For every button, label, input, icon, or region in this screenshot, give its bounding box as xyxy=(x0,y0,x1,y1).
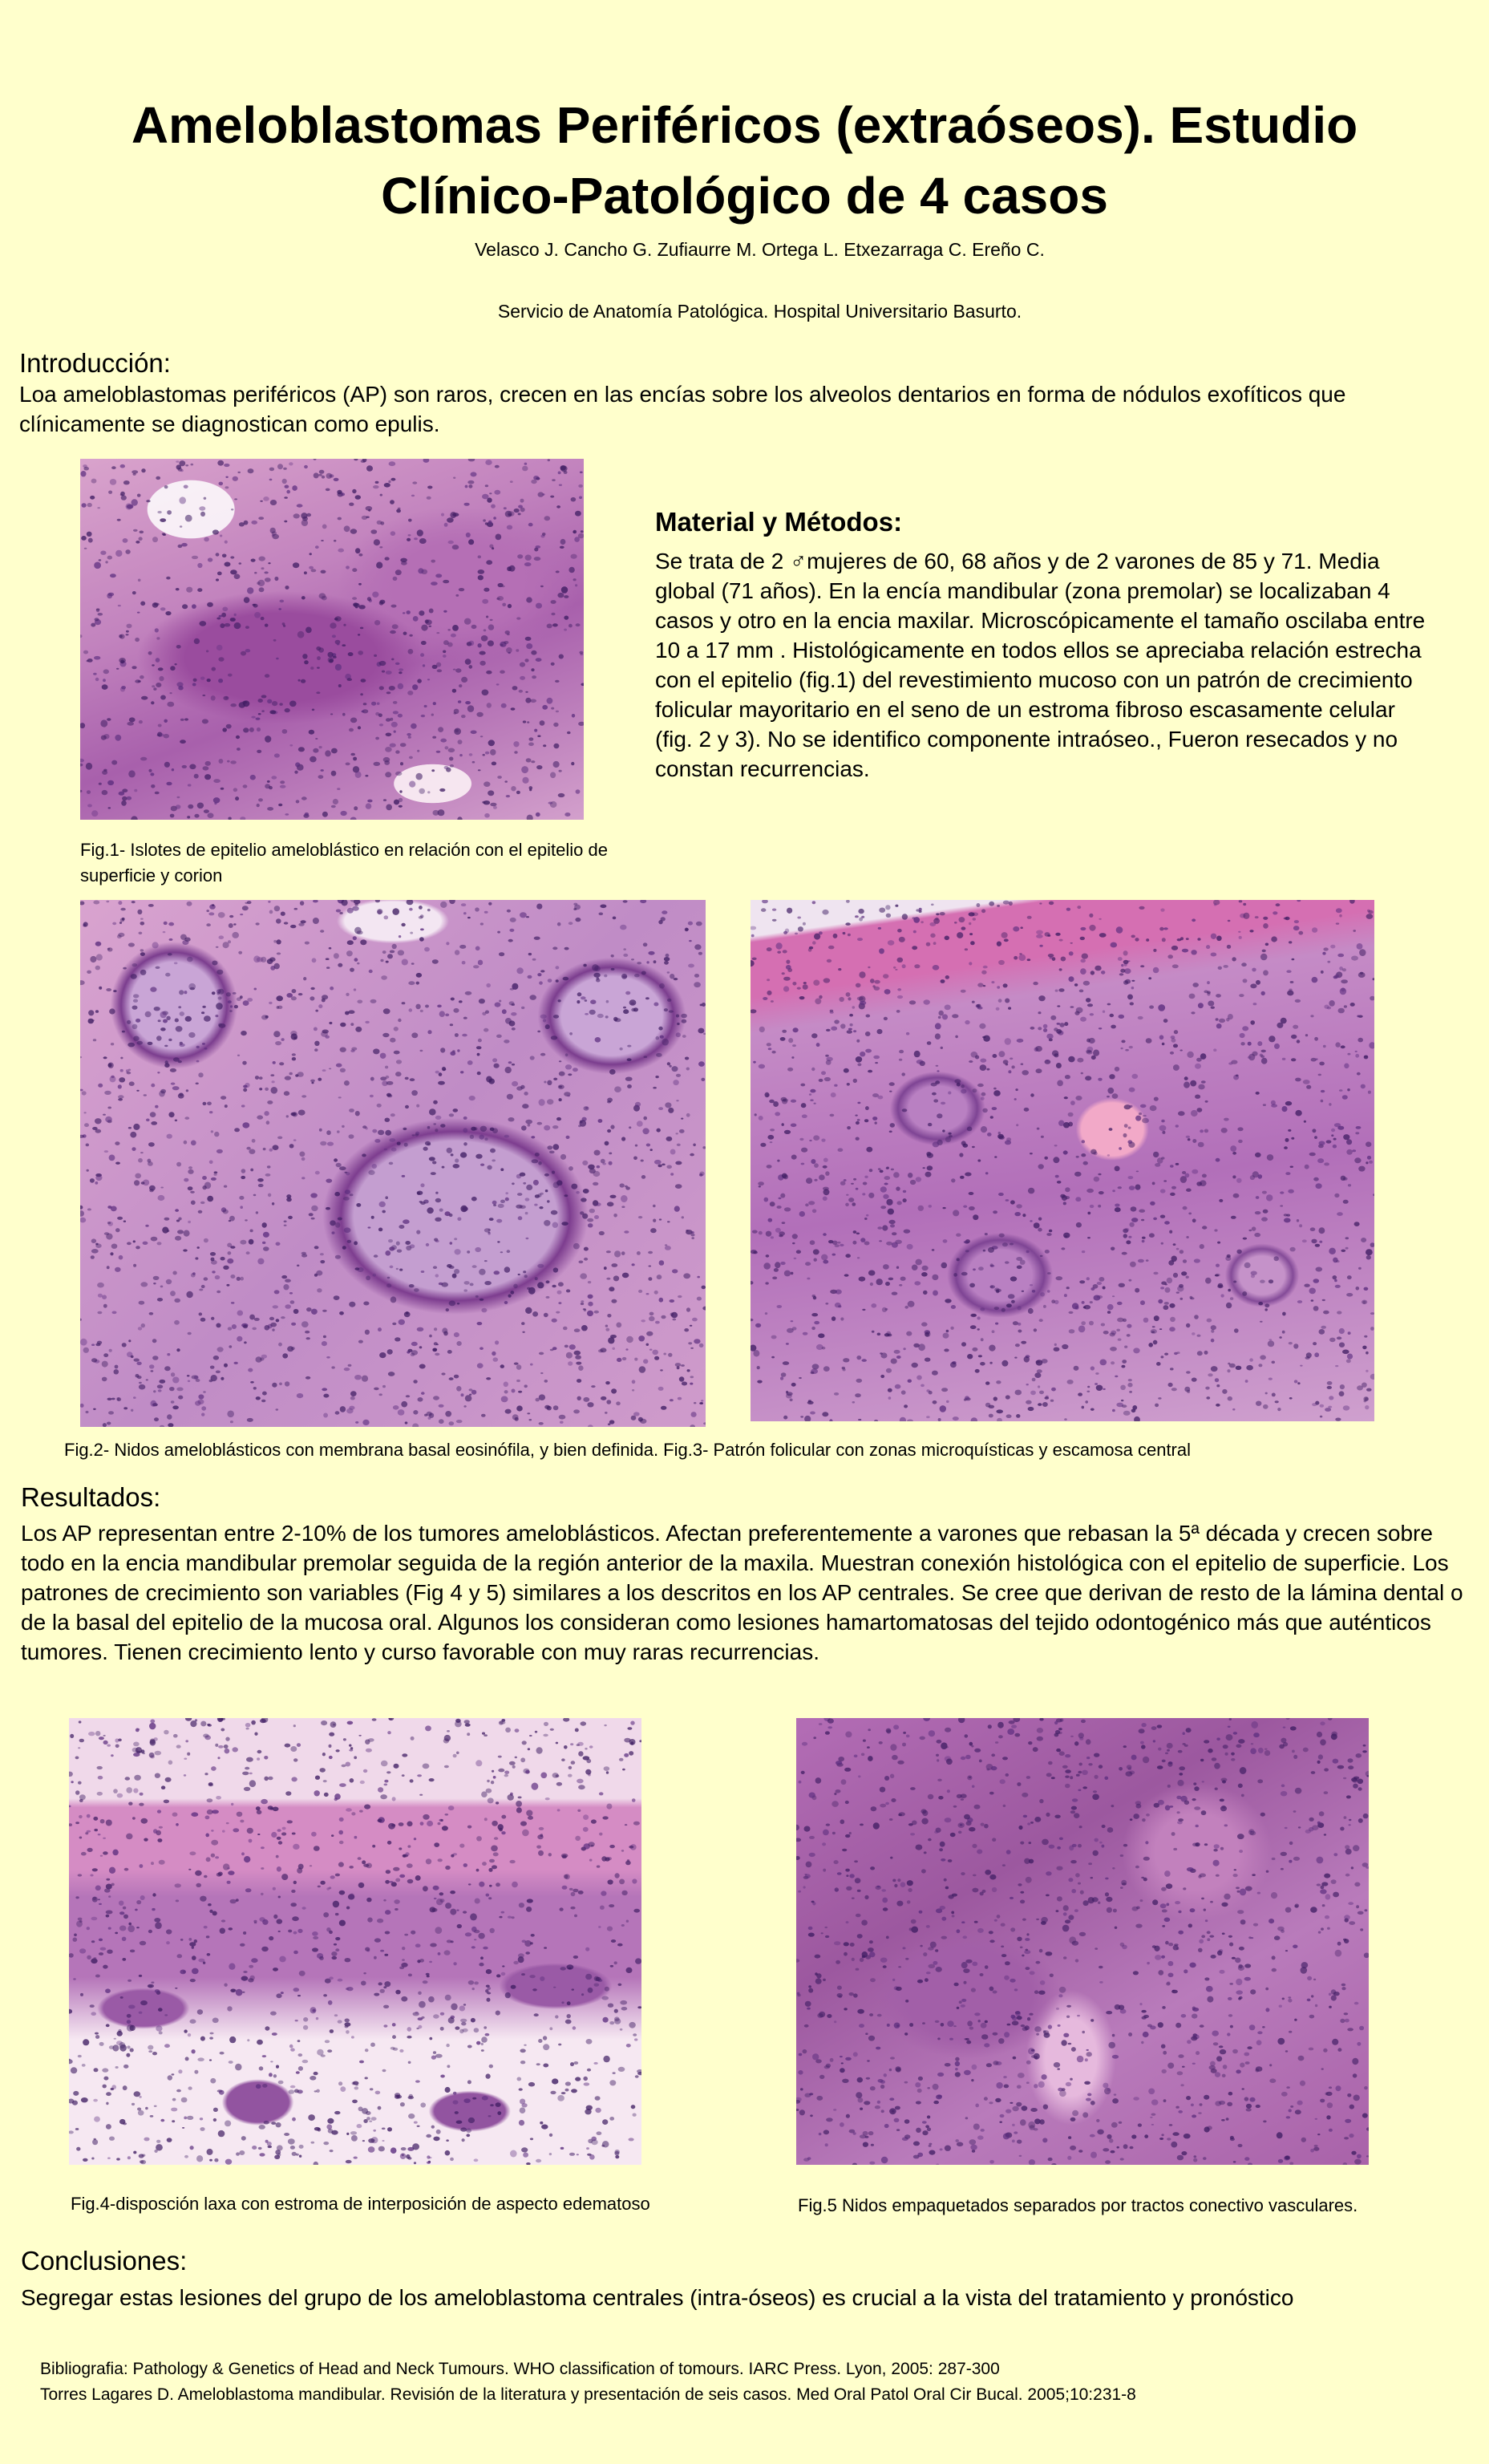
figure-4-micrograph xyxy=(69,1718,641,2165)
figure-5-micrograph xyxy=(796,1718,1369,2165)
material-metodos-heading: Material y Métodos: xyxy=(655,507,903,537)
figure-4-caption: Fig.4-disposción laxa con estroma de interposición de aspecto edematoso xyxy=(71,2194,650,2214)
bibliography-entry: Torres Lagares D. Ameloblastoma mandibular. Revisión de la literatura y presentación de seis casos. Med Oral Patol Oral Cir Bucal. 2005;10:231-8 xyxy=(40,2385,1136,2404)
figure-1-micrograph xyxy=(80,459,584,820)
introduccion-text: Loa ameloblastomas periféricos (AP) son raros, crecen en las encías sobre los alveolos dentarios en forma de nódulos exofíticos que clínicamente se diagnostican como epulis. xyxy=(19,382,1346,436)
figure-1-caption: Fig.1- Islotes de epitelio ameloblástico en relación con el epitelio de superficie y corion xyxy=(80,840,608,886)
conclusiones-text: Segregar estas lesiones del grupo de los ameloblastoma centrales (intra-óseos) es crucial a la vista del tratamiento y pronóstico xyxy=(21,2285,1294,2310)
bibliography-entry: Bibliografia: Pathology & Genetics of Head and Neck Tumours. WHO classification of tomours. IARC Press. Lyon, 2005: 287-300 xyxy=(40,2360,1000,2378)
poster-title: Ameloblastomas Periféricos (extraóseos). Estudio Clínico-Patológico de 4 casos xyxy=(131,96,1358,225)
figure-2-3-caption: Fig.2- Nidos ameloblásticos con membrana basal eosinófila, y bien definida. Fig.3- Patrón folicular con zonas microquísticas y escamosa central xyxy=(64,1440,1192,1460)
figure-2-micrograph xyxy=(80,900,706,1427)
authors: Velasco J. Cancho G. Zufiaurre M. Ortega L. Etxezarraga C. Ereño C. xyxy=(475,239,1045,260)
figure-3-micrograph xyxy=(751,900,1374,1421)
resultados-text: Los AP representan entre 2-10% de los tumores ameloblásticos. Afectan preferentemente a varones que rebasan la 5ª década y crecen sobre todo en la encia mandibular premolar seguida de la región anterior de la maxila. Muestran conexión histológica con el epitelio de superficie. Los patrones de crecimiento son variables (Fig 4 y 5) similares a los descritos en los AP centrales. Se cree que derivan de resto de la lámina dental o de la basal del epitelio de la mucosa oral. Algunos los consideran como lesiones hamartomatosas del tejido odontogénico más que auténticos tumores. Tienen crecimiento lento y curso favorable con muy raras recurrencias. xyxy=(21,1521,1463,1664)
bibliography xyxy=(40,2357,1467,2408)
introduccion-heading: Introducción: xyxy=(19,348,171,378)
figure-5-caption: Fig.5 Nidos empaquetados separados por tractos conectivo vasculares. xyxy=(798,2195,1358,2215)
affiliation: Servicio de Anatomía Patológica. Hospital Universitario Basurto. xyxy=(497,301,1022,322)
resultados-heading: Resultados: xyxy=(21,1482,161,1512)
conclusiones-heading: Conclusiones: xyxy=(21,2246,188,2276)
material-metodos-text: Se trata de 2 ♂mujeres de 60, 68 años y de 2 varones de 85 y 71. Media global (71 años). En la encía mandibular (zona premolar) se localizaban 4 casos y otro en la encia maxilar. Microscópicamente el tamaño oscilaba entre 10 a 17 mm . Histológicamente en todos ellos se apreciaba relación estrecha con el epitelio (fig.1) del revestimiento mucoso con un patrón de crecimiento folicular mayoritario en el seno de un estroma fibroso escasamente celular (fig. 2 y 3). No se identifico componente intraóseo., Fueron resecados y no constan recurrencias. xyxy=(655,549,1426,781)
